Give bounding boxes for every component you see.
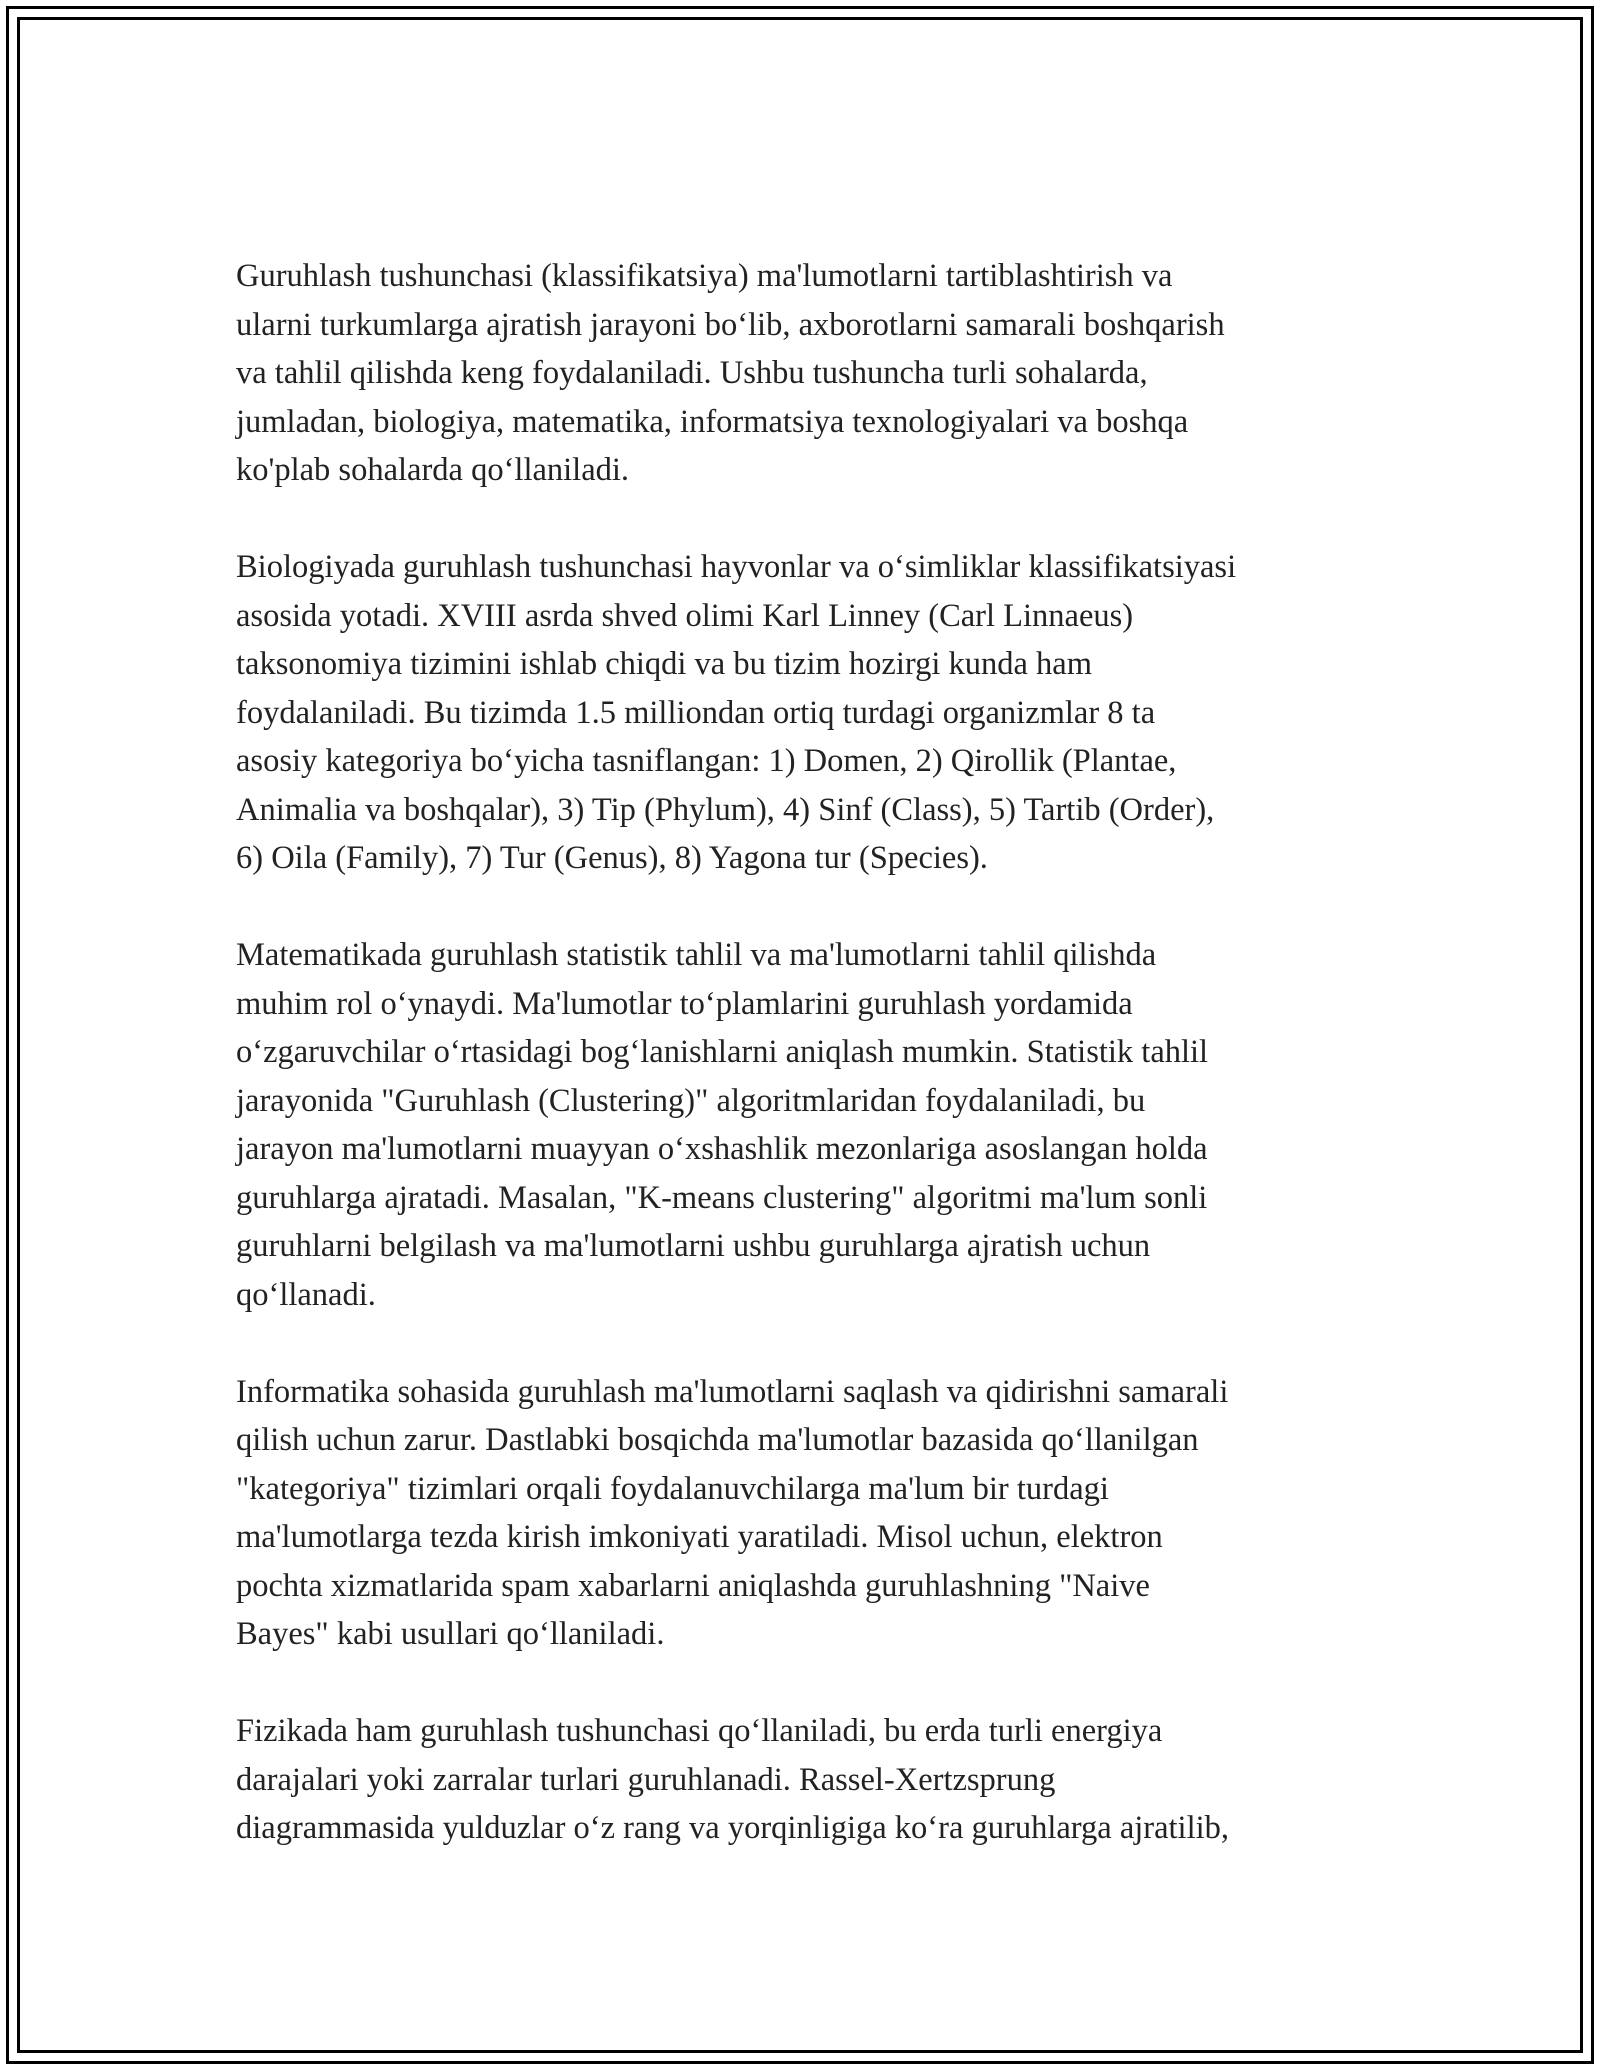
paragraph-physics: Fizikada ham guruhlash tushunchasi qo‘llaniladi, bu erda turli energiya darajalari yoki zarralar turlari guruhlanadi. Rassel-Xertzsprung diagrammasida yulduzlar o‘z rang va yorqinligiga ko‘ra guruhlarga ajratilib, — [236, 1713, 1230, 1846]
paragraph-intro: Guruhlash tushunchasi (klassifikatsiya) ma'lumotlarni tartiblashtirish va ularni turkumlarga ajratish jarayoni bo‘lib, axborotlarni samarali boshqarish va tahlil qilishda keng foydalaniladi. Ushbu tushuncha turli sohalarda, jumladan, biologiya, matematika, informatsiya texnologiyalari va boshqa ko'plab sohalarda qo‘llaniladi. — [236, 258, 1225, 488]
paragraph-biology: Biologiyada guruhlash tushunchasi hayvonlar va o‘simliklar klassifikatsiyasi asosida yotadi. XVIII asrda shved olimi Karl Linney (Carl Linnaeus) taksonomiya tizimini ishlab chiqdi va bu tizim hozirgi kunda ham foydalaniladi. Bu tizimda 1.5 milliondan ortiq turdagi organizmlar 8 ta asosiy kategoriya bo‘yicha tasniflangan: 1) Domen, 2) Qirollik (Plantae, Animalia va boshqalar), 3) Tip (Phylum), 4) Sinf (Class), 5) Tartib (Order), 6) Oila (Family), 7) Tur (Genus), 8) Yagona tur (Species). — [236, 549, 1237, 876]
paragraph-mathematics: Matematikada guruhlash statistik tahlil va ma'lumotlarni tahlil qilishda muhim rol o‘ynaydi. Ma'lumotlar to‘plamlarini guruhlash yordamida o‘zgaruvchilar o‘rtasidagi bog‘lanishlarni aniqlash mumkin. Statistik tahlil jarayonida "Guruhlash (Clustering)" algoritmlaridan foydalaniladi, bu jarayon ma'lumotlarni muayyan o‘xshashlik mezonlariga asoslangan holda guruhlarga ajratadi. Masalan, "K-means clustering" algoritmi ma'lum sonli guruhlarni belgilash va ma'lumotlarni ushbu guruhlarga ajratish uchun qo‘llanadi. — [236, 937, 1209, 1313]
document-body — [236, 252, 1376, 1901]
paragraph-informatics: Informatika sohasida guruhlash ma'lumotlarni saqlash va qidirishni samarali qilish uchun zarur. Dastlabki bosqichda ma'lumotlar bazasida qo‘llanilgan "kategoriya" tizimlari orqali foydalanuvchilarga ma'lum bir turdagi ma'lumotlarga tezda kirish imkoniyati yaratiladi. Misol uchun, elektron pochta xizmatlarida spam xabarlarni aniqlashda guruhlashning "Naive Bayes" kabi usullari qo‘llaniladi. — [236, 1373, 1229, 1652]
